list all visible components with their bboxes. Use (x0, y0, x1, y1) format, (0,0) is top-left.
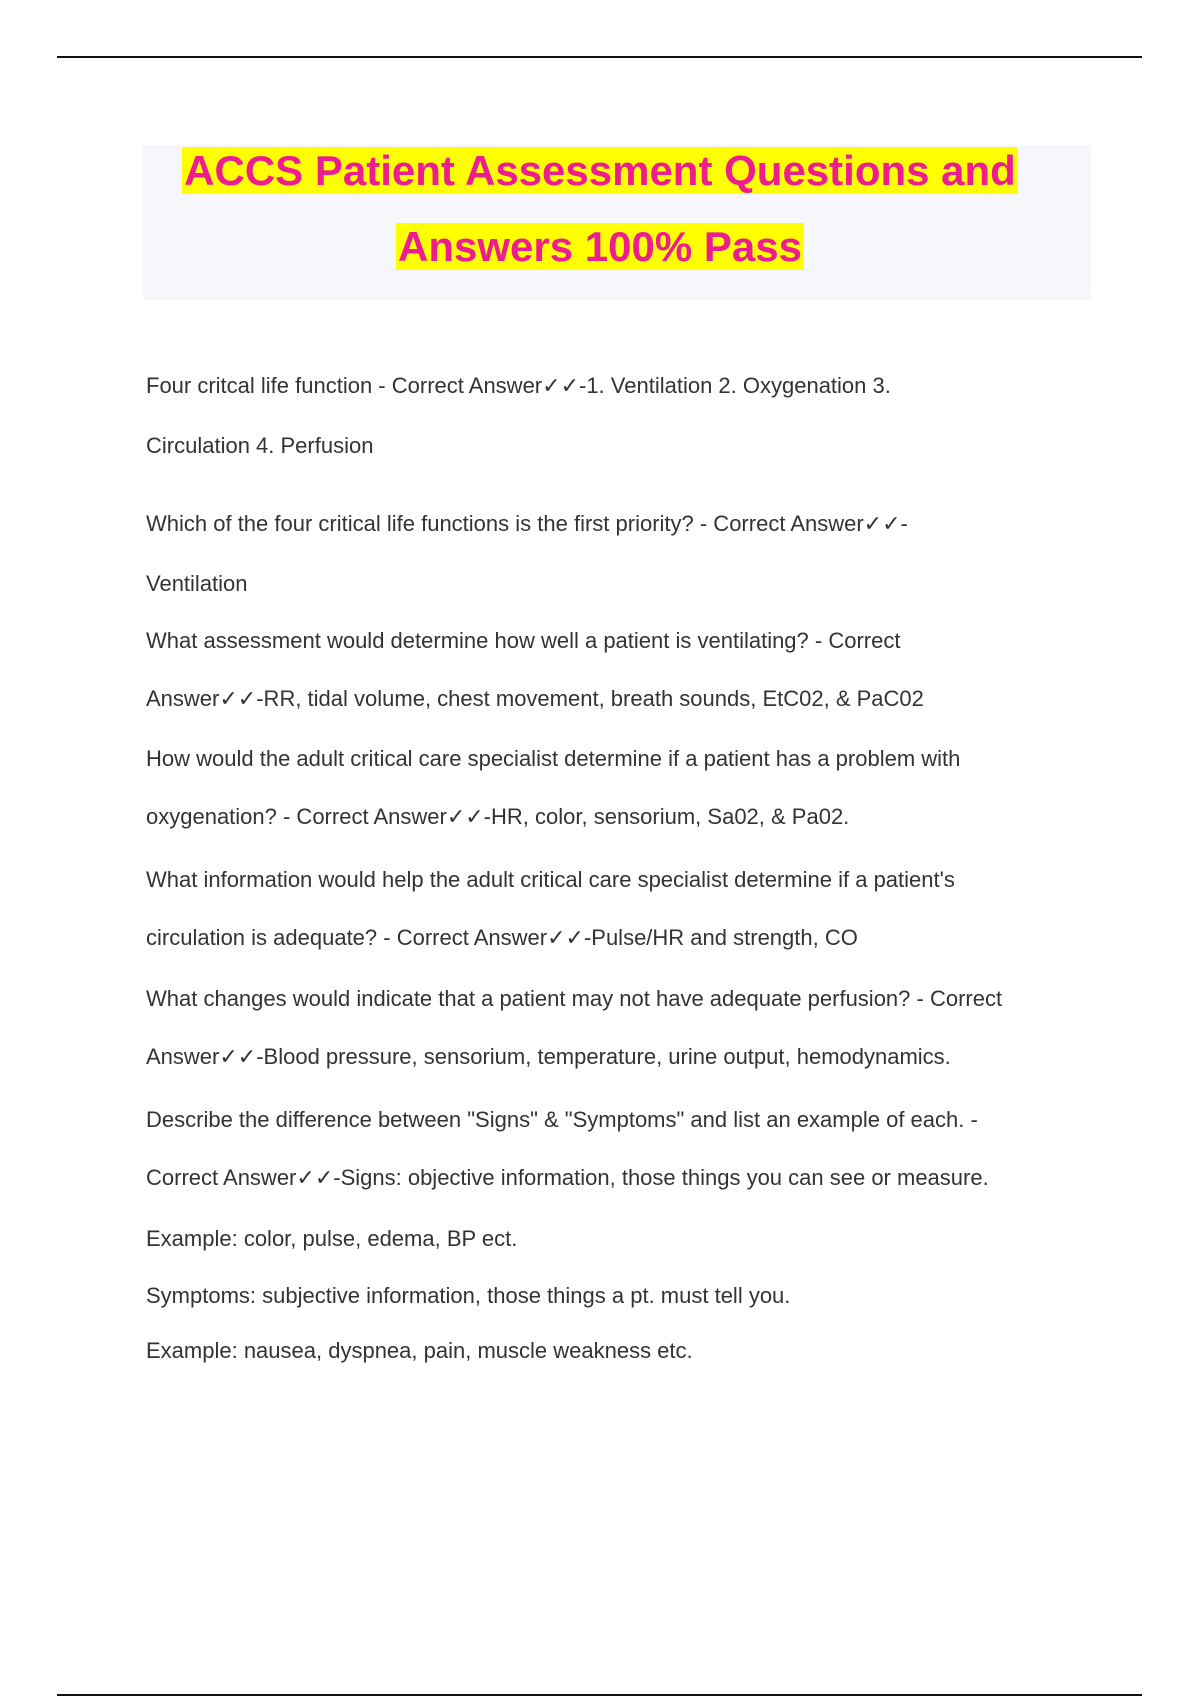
qa-line-3: Which of the four critical life functions is the first priority? - Correct Answer✓✓- (146, 511, 908, 536)
qa-line-12: Answer✓✓-Blood pressure, sensorium, temperature, urine output, hemodynamics. (146, 1044, 951, 1069)
qa-line-4: Ventilation (146, 571, 248, 596)
title-highlight-2: Answers 100% Pass (398, 223, 802, 270)
qa-line-17: Example: nausea, dyspnea, pain, muscle weakness etc. (146, 1338, 693, 1363)
qa-line-1: Four critcal life function - Correct Answer✓✓-1. Ventilation 2. Oxygenation 3. (146, 373, 891, 398)
qa-line-10: circulation is adequate? - Correct Answer✓✓-Pulse/HR and strength, CO (146, 925, 858, 950)
title-highlight-1: ACCS Patient Assessment Questions and (184, 147, 1016, 194)
qa-line-13: Describe the difference between "Signs" & "Symptoms" and list an example of each. - (146, 1107, 978, 1132)
qa-line-14: Correct Answer✓✓-Signs: objective information, those things you can see or measure. (146, 1165, 989, 1190)
qa-line-9: What information would help the adult critical care specialist determine if a patient's (146, 867, 955, 892)
qa-line-15: Example: color, pulse, edema, BP ect. (146, 1226, 518, 1251)
top-rule (57, 56, 1142, 58)
bottom-rule (57, 1694, 1142, 1696)
page-title-line-2 (0, 222, 1200, 272)
qa-line-5: What assessment would determine how well a patient is ventilating? - Correct (146, 628, 901, 653)
qa-line-2: Circulation 4. Perfusion (146, 433, 374, 458)
page-title-line-1 (0, 146, 1200, 196)
qa-line-16: Symptoms: subjective information, those things a pt. must tell you. (146, 1283, 791, 1308)
qa-line-8: oxygenation? - Correct Answer✓✓-HR, color, sensorium, Sa02, & Pa02. (146, 804, 850, 829)
qa-line-11: What changes would indicate that a patient may not have adequate perfusion? - Correct (146, 986, 1003, 1011)
qa-line-7: How would the adult critical care specialist determine if a patient has a problem with (146, 746, 961, 771)
qa-line-6: Answer✓✓-RR, tidal volume, chest movement, breath sounds, EtC02, & PaC02 (146, 686, 924, 711)
